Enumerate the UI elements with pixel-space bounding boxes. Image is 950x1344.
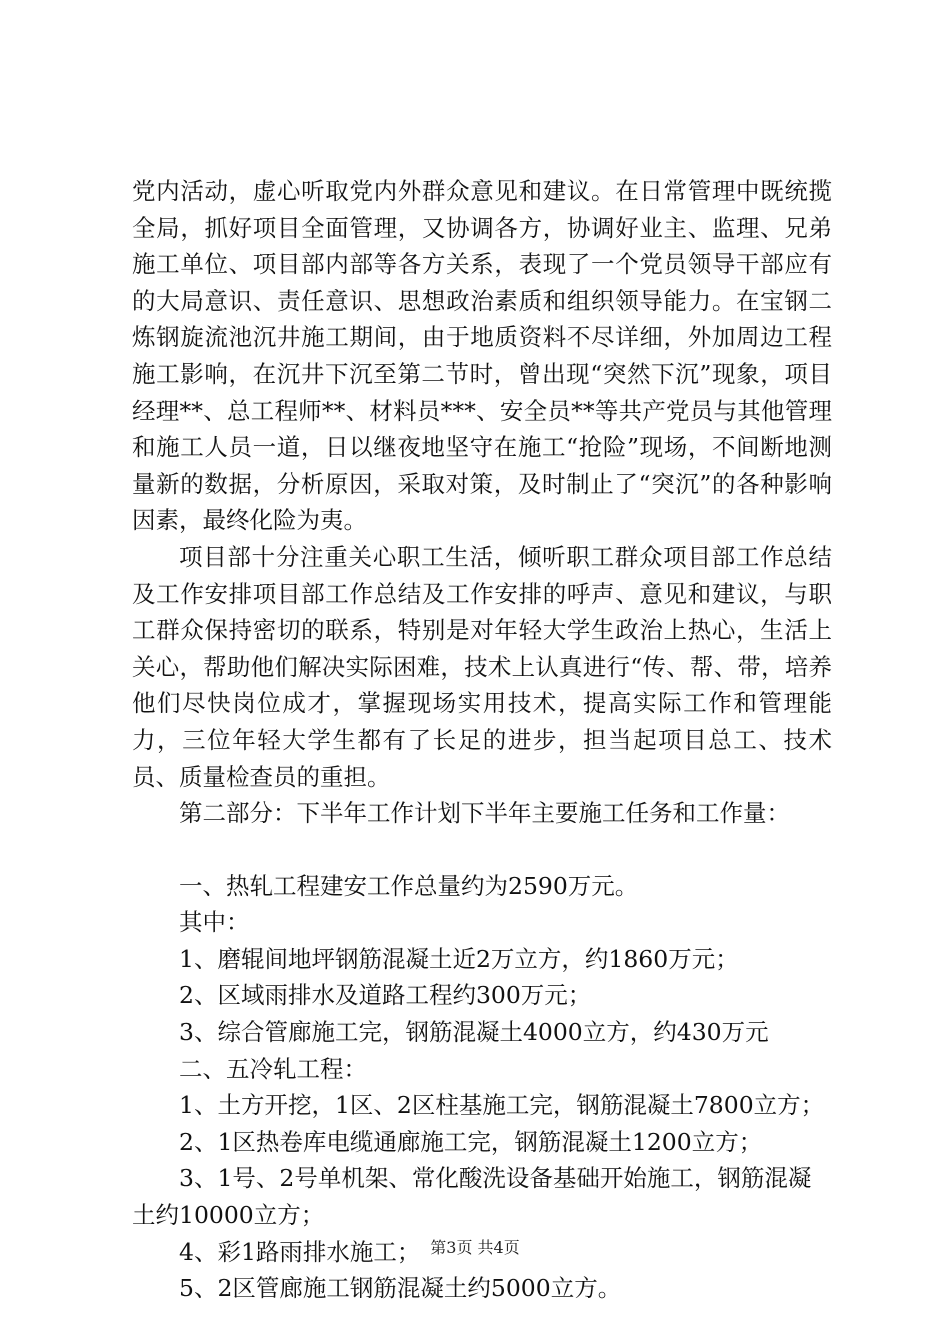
page-footer: 第3页 共4页 xyxy=(430,1238,520,1257)
section-one-item-3: 3、综合管廊施工完，钢筋混凝土4000立方，约430万元 xyxy=(179,1018,769,1047)
paragraph-staff-care: 项目部十分注重关心职工生活，倾听职工群众项目部工作总结及工作安排项目部工作总结及工作安排的呼声、意见和建议，与职工群众保持密切的联系，特别是对年轻大学生政治上热心，生活上关心，帮助他们解决实际困难，技术上认真进行“传、帮、带，培养他们尽快岗位成才，掌握现场实用技术，提高实际工作和管理能力，三位年轻大学生都有了长足的进步，担当起项目总工、技术员、质量检查员的重担。 xyxy=(132,542,832,791)
section-one-item-2: 2、区域雨排水及道路工程约300万元； xyxy=(179,981,592,1010)
section-two-item-4: 4、彩1路雨排水施工； xyxy=(179,1237,421,1266)
section-one-sub-label: 其中： xyxy=(179,908,250,937)
paragraph-party-activities: 党内活动，虚心听取党内外群众意见和建议。在日常管理中既统揽全局，抓好项目全面管理，又协调各方，协调好业主、监理、兄弟施工单位、项目部内部等各方关系，表现了一个党员领导干部应有的大局意识、责任意识、思想政治素质和组织领导能力。在宝钢二炼钢旋流池沉井施工期间，由于地质资料不尽详细，外加周边工程施工影响，在沉井下沉至第二节时，曾出现“突然下沉”现象，项目经理**、总工程师**、材料员***、安全员**等共产党员与其他管理和施工人员一道，日以继夜地坚守在施工“抢险”现场，不间断地测量新的数据，分析原因，采取对策，及时制止了“突沉”的各种影响因素，最终化险为夷。 xyxy=(132,177,832,535)
section-two-heading: 二、五冷轧工程： xyxy=(179,1054,367,1083)
paragraph-part-two-heading: 第二部分：下半年工作计划下半年主要施工任务和工作量： xyxy=(179,799,790,828)
section-one-heading: 一、热轧工程建安工作总量约为2590万元。 xyxy=(179,871,639,900)
blank-line xyxy=(132,832,832,868)
document-body xyxy=(132,173,832,1307)
section-two-item-5: 5、2区管廊施工钢筋混凝土约5000立方。 xyxy=(179,1274,622,1303)
section-two-item-3: 3、1号、2号单机架、常化酸洗设备基础开始施工，钢筋混凝土约10000立方； xyxy=(132,1164,812,1230)
section-two-item-1: 1、土方开挖，1区、2区柱基施工完，钢筋混凝土7800立方； xyxy=(179,1091,825,1120)
section-one-item-1: 1、磨辊间地坪钢筋混凝土近2万立方，约1860万元； xyxy=(179,944,739,973)
section-two-item-2: 2、1区热卷库电缆通廊施工完，钢筋混凝土1200立方； xyxy=(179,1127,763,1156)
